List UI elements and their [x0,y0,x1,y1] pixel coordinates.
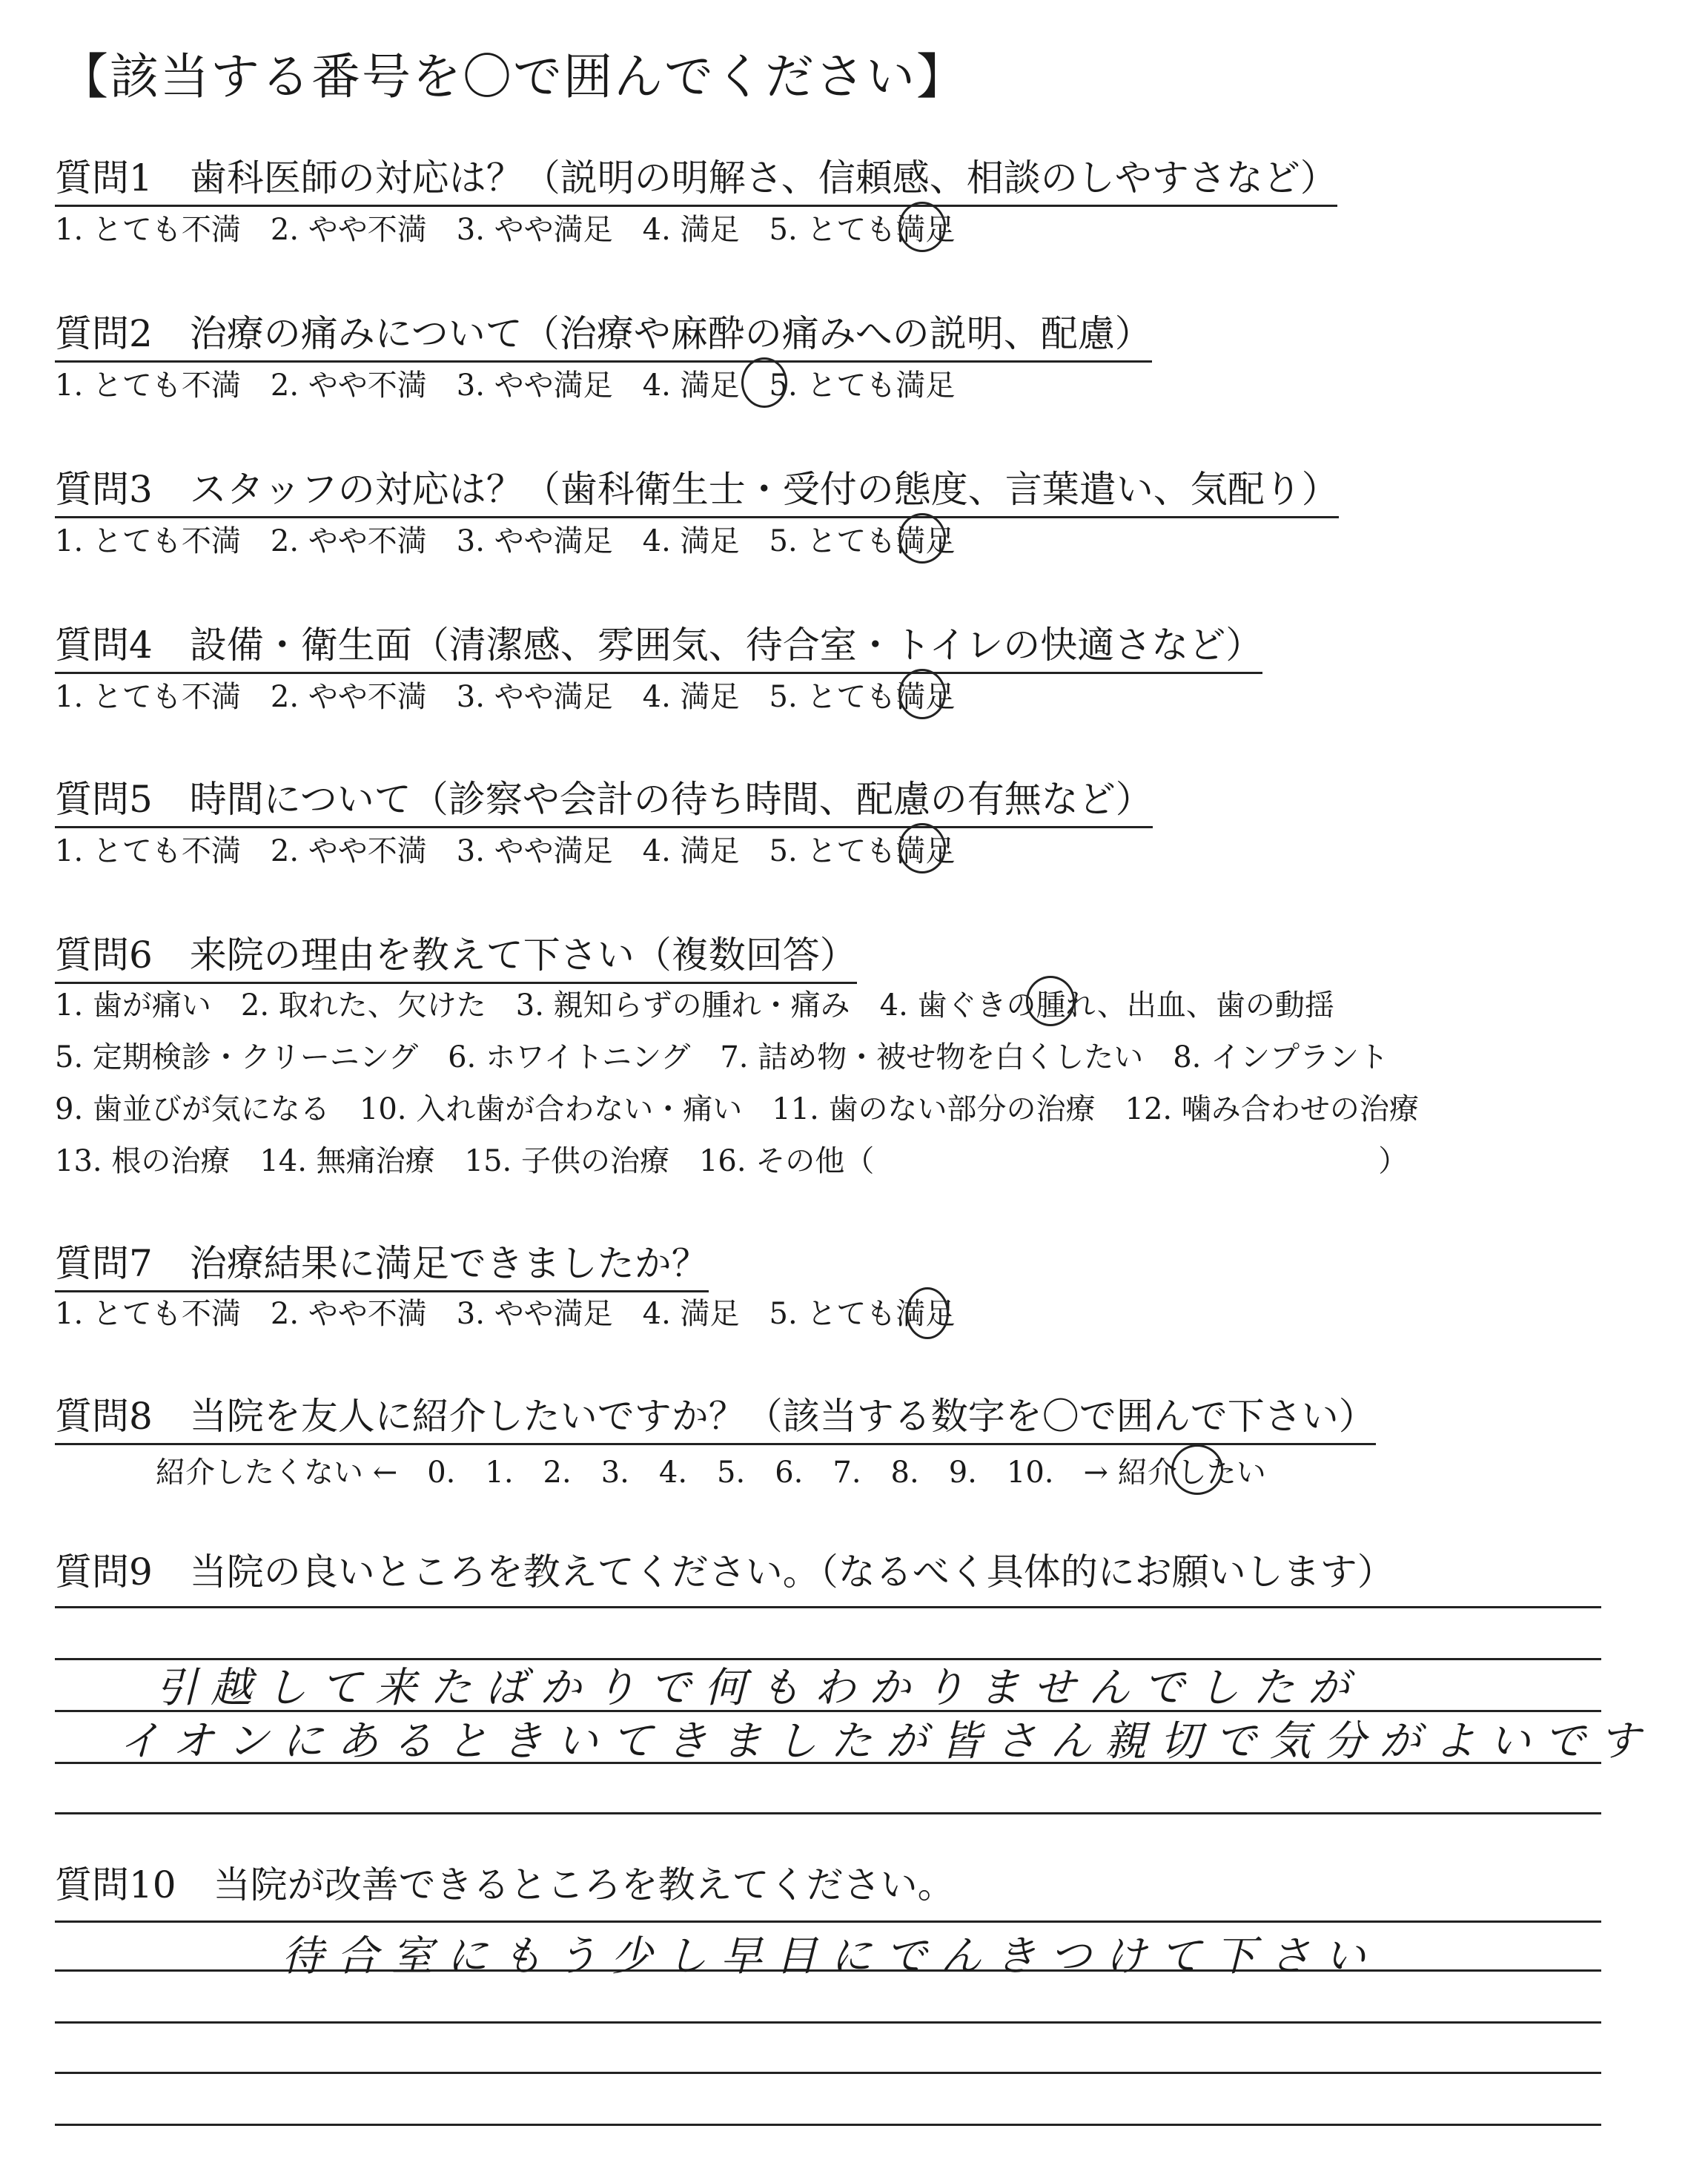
question-2-answer-circle [741,357,787,408]
question-3-label: 質問3 スタッフの対応は？（歯科衛生士・受付の態度、言葉遣い、気配り） [55,460,1339,518]
question-9-label: 質問9 当院の良いところを教えてください。（なるべく具体的にお願いします） [55,1550,1394,1593]
question-2-label: 質問2 治療の痛みについて（治療や麻酔の痛みへの説明、配慮） [55,304,1152,363]
question-2-options: 1. とても不満 2. やや不満 3. やや満足 4. 満足 5. とても満足 [55,369,956,403]
question-1-answer-circle [898,202,946,252]
question-3-answer-circle [898,513,946,564]
question-4-label: 質問4 設備・衛生面（清潔感、雰囲気、待合室・トイレの快適さなど） [55,615,1262,674]
question-7-answer-circle [906,1287,949,1339]
question-3-options: 1. とても不満 2. やや不満 3. やや満足 4. 満足 5. とても満足 [55,524,956,558]
question-4-options: 1. とても不満 2. やや不満 3. やや満足 4. 満足 5. とても満足 [55,680,956,714]
answer-line [55,2072,1601,2074]
question-6-option-line: 13. 根の治療 14. 無痛治療 15. 子供の治療 16. その他（ ） [55,1144,1409,1178]
question-6-option-line: 1. 歯が痛い 2. 取れた、欠けた 3. 親知らずの腫れ・痛み 4. 歯ぐきの腫れ、出血、歯の動揺 [55,988,1334,1023]
question-10-label: 質問10 当院が改善できるところを教えてください。 [55,1863,955,1906]
question-5-answer-circle [898,823,946,873]
question-6-option-line: 9. 歯並びが気になる 10. 入れ歯が合わない・痛い 11. 歯のない部分の治療 12. 噛み合わせの治療 [55,1092,1419,1126]
question-7-options: 1. とても不満 2. やや不満 3. やや満足 4. 満足 5. とても満足 [55,1297,956,1331]
question-1-options: 1. とても不満 2. やや不満 3. やや満足 4. 満足 5. とても満足 [55,213,956,247]
question-6-option-line: 5. 定期検診・クリーニング 6. ホワイトニング 7. 詰め物・被せ物を白くしたい 8. インプラント [55,1040,1389,1074]
question-8-label: 質問8 当院を友人に紹介したいですか？（該当する数字を〇で囲んで下さい） [55,1387,1376,1445]
question-7-label: 質問7 治療結果に満足できましたか？ [55,1234,709,1292]
answer-line [55,2124,1601,2126]
question-8-scale: 紹介したくない ← 0. 1. 2. 3. 4. 5. 6. 7. 8. 9. 10. → 紹介したい [156,1456,1266,1490]
question-4-answer-circle [898,669,946,719]
page-title: 【該当する番号を〇で囲んでください】 [59,48,967,105]
question-10-handwritten-answer: 待合室にもう少し早目にでんきつけて下さい [282,1932,1379,1981]
question-6-label: 質問6 来院の理由を教えて下さい（複数回答） [55,925,857,984]
answer-line [55,1812,1601,1814]
question-9-handwritten-answer: イオンにあるときいてきましたが皆さん親切で気分がよいです [119,1717,1654,1766]
answer-line [55,2021,1601,2024]
answer-line [55,1920,1601,1923]
question-5-options: 1. とても不満 2. やや不満 3. やや満足 4. 満足 5. とても満足 [55,834,956,868]
question-6-answer-circle [1026,976,1075,1026]
question-5-label: 質問5 時間について（診察や会計の待ち時間、配慮の有無など） [55,770,1153,828]
question-9-handwritten-answer: 引越して来たばかりで何もわかりませんでしたが [156,1664,1363,1712]
question-8-answer-circle [1171,1444,1223,1495]
answer-line [55,1606,1601,1608]
question-1-label: 質問1 歯科医師の対応は？（説明の明解さ、信頼感、相談のしやすさなど） [55,148,1337,207]
